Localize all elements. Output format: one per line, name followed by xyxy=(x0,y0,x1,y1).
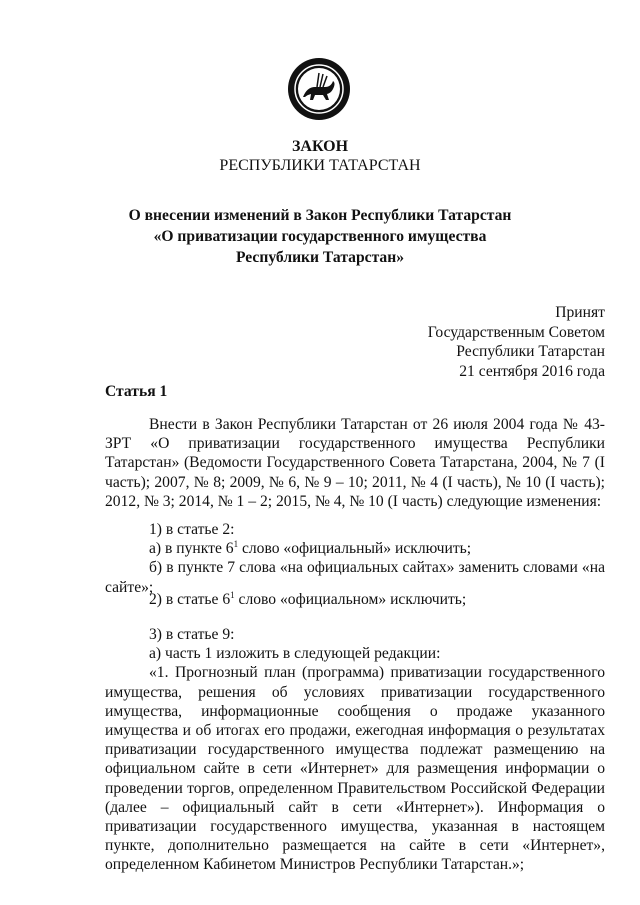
issuer: РЕСПУБЛИКИ ТАТАРСТАН xyxy=(219,157,421,174)
text: слово «официальный» исключить; xyxy=(238,540,472,558)
item-1-a xyxy=(105,539,605,558)
superscript: 1 xyxy=(230,590,235,600)
item-1-b: б) в пункте 7 слова «на официальных сайтах» заменить словами «на сайте»; xyxy=(105,559,605,596)
adopted-line: Республики Татарстан xyxy=(456,343,605,361)
superscript: 1 xyxy=(233,539,239,550)
title-line: О внесении изменений в Закон Республики Татарстан xyxy=(128,207,512,224)
adoption-block xyxy=(428,303,605,381)
adopted-line: Принят xyxy=(555,304,605,321)
intro-paragraph xyxy=(105,415,605,511)
text: 2) в статье 6 xyxy=(149,591,231,608)
text: а) в пункте 6 xyxy=(149,540,234,558)
item-3-heading: 3) в статье 9: xyxy=(149,626,235,643)
adoption-date: 21 сентября 2016 года xyxy=(459,362,605,380)
item-1 xyxy=(105,520,605,597)
item-3-a: а) часть 1 изложить в следующей редакции: xyxy=(149,645,441,663)
item-3-quote: «1. Прогнозный план (программа) приватизации государственного имущества, решения об условиях приватизации государственного имущества, информационные сообщения о продаже указанного имущества и об итогах его продажи, ежегодная информация о результатах приватизации государственного имущества подлежат размещению на официальном сайте в сети «Интернет» для размещения информации о проведении торгов, определенном Правительством Российской Федерации (далее – официальный сайт в сети «Интернет»). Информация о приватизации государственного имущества, указанная в настоящем пункте, дополнительно размещается на сайте в сети «Интернет», определенном Кабинетом Министров Республики Татарстан.»; xyxy=(105,664,605,874)
document-type: ЗАКОН xyxy=(291,138,349,155)
coat-of-arms-emblem xyxy=(287,57,351,121)
item-2 xyxy=(105,590,605,609)
adopted-line: Государственным Советом xyxy=(427,323,605,341)
title-line: «О приватизации государственного имущества xyxy=(153,228,487,245)
item-2-text xyxy=(105,590,605,609)
article-heading: Статья 1 xyxy=(105,383,168,400)
item-1-heading: 1) в статье 2: xyxy=(149,521,235,538)
intro-text: Внести в Закон Республики Татарстан от 26 июля 2004 года № 43-ЗРТ «О приватизации государственного имущества Республики Татарстан» (Ведомости Государственного Совета Татарстана, 2004, № 7 (I часть); 2007, № 8; 2009, № 6, № 9 – 10; 2011, № 4 (I часть), № 10 (I часть); 2012, № 3; 2014, № 1 – 2; 2015, № 4, № 10 (I часть) следующие изменения: xyxy=(105,416,605,510)
text: слово «официальном» исключить; xyxy=(234,591,467,608)
document-title xyxy=(0,205,640,268)
item-3 xyxy=(105,625,605,875)
title-line: Республики Татарстан» xyxy=(235,249,404,266)
